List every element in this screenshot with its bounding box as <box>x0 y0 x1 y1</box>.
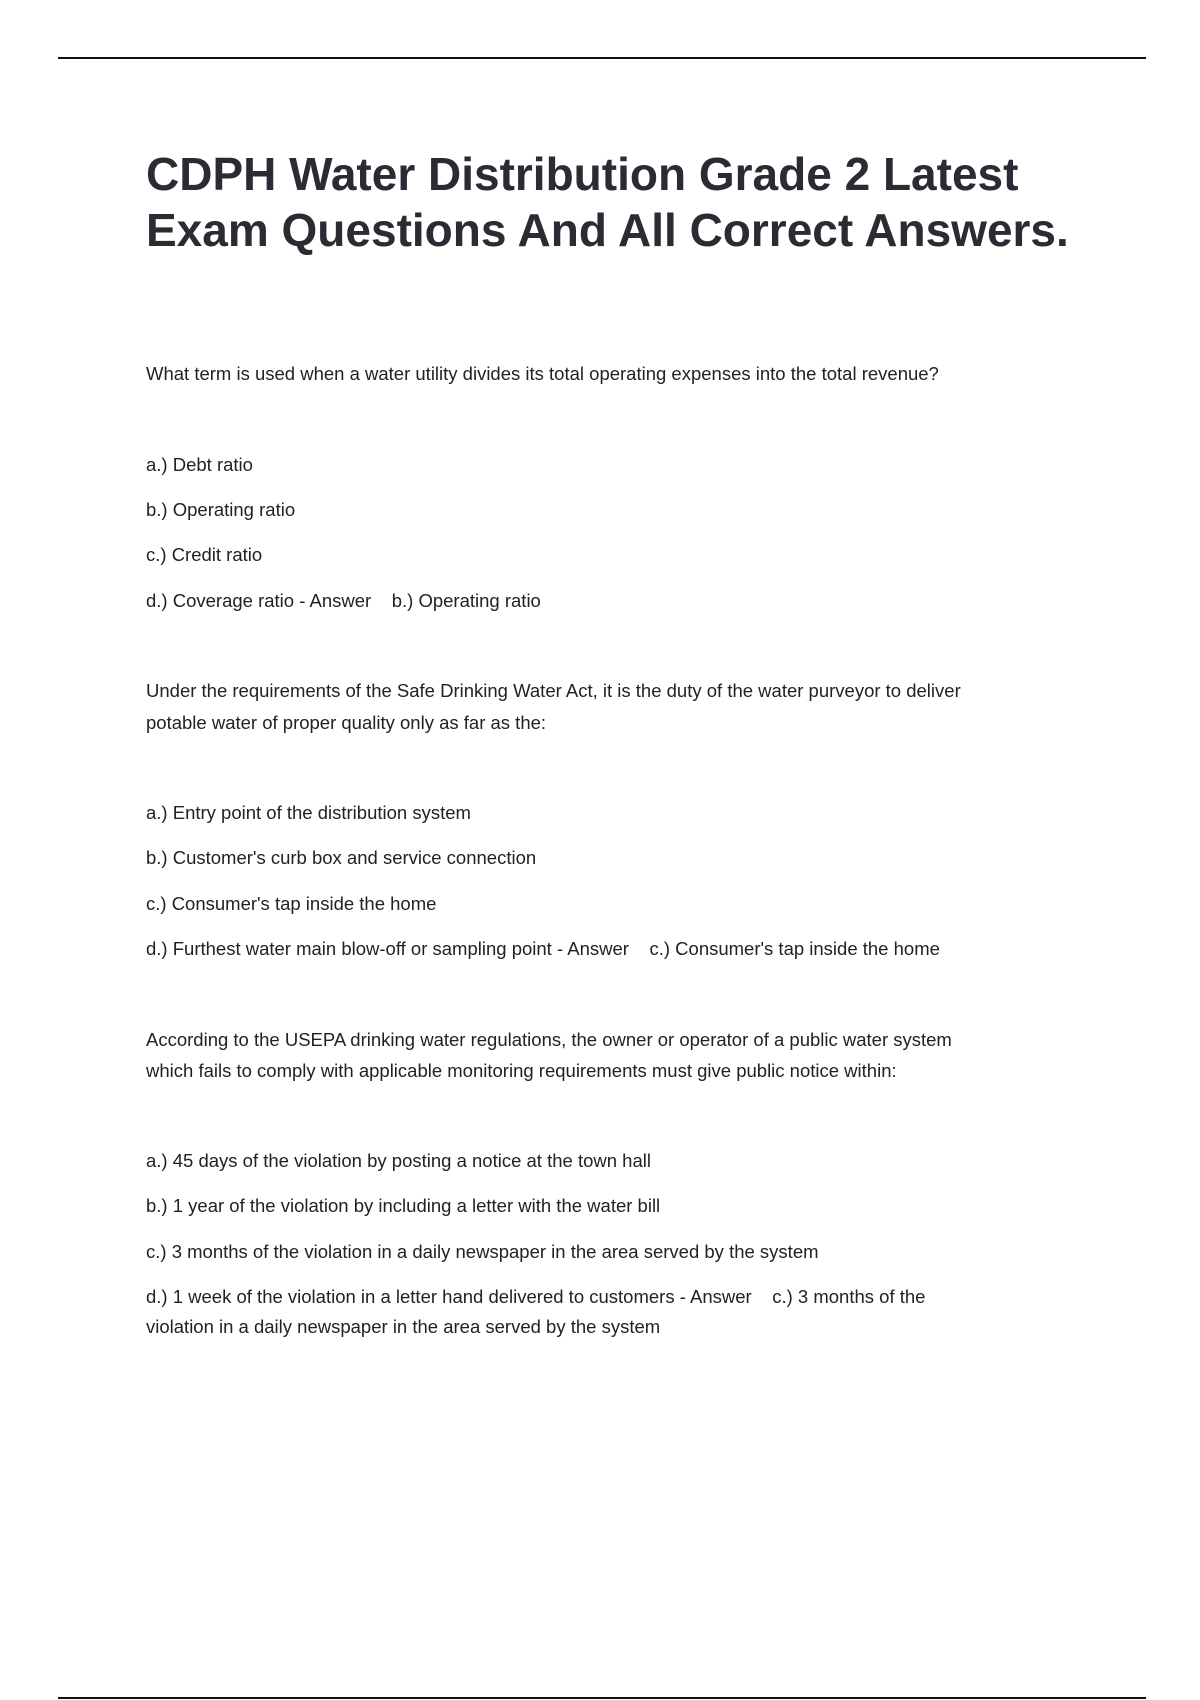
option-b: b.) 1 year of the violation by including a letter with the water bill <box>146 1195 661 1216</box>
document-title: CDPH Water Distribution Grade 2 Latest Exam Questions And All Correct Answers. <box>146 148 1069 256</box>
question-text: potable water of proper quality only as far as the: <box>146 712 547 733</box>
question-text: According to the USEPA drinking water regulations, the owner or operator of a public water system <box>146 1029 952 1050</box>
option-c: c.) Credit ratio <box>146 544 263 565</box>
top-rule <box>58 57 1146 59</box>
option-d-answer: d.) Furthest water main blow-off or sampling point - Answer c.) Consumer's tap inside the home <box>146 938 940 959</box>
option-d-answer: d.) 1 week of the violation in a letter hand delivered to customers - Answer c.) 3 months of the <box>146 1286 926 1307</box>
bottom-rule <box>58 1697 1146 1699</box>
option-a: a.) Debt ratio <box>146 454 253 475</box>
option-c: c.) 3 months of the violation in a daily newspaper in the area served by the system <box>146 1241 819 1262</box>
option-a: a.) 45 days of the violation by posting a notice at the town hall <box>146 1150 651 1171</box>
option-a: a.) Entry point of the distribution system <box>146 802 471 823</box>
question-text: What term is used when a water utility divides its total operating expenses into the total revenue? <box>146 363 939 384</box>
option-b: b.) Customer's curb box and service connection <box>146 847 537 868</box>
option-b: b.) Operating ratio <box>146 499 296 520</box>
question-text: which fails to comply with applicable monitoring requirements must give public notice within: <box>146 1060 897 1081</box>
question-text: Under the requirements of the Safe Drinking Water Act, it is the duty of the water purveyor to deliver <box>146 680 961 701</box>
option-d-answer: d.) Coverage ratio - Answer b.) Operating ratio <box>146 590 541 611</box>
option-d-answer-continued: violation in a daily newspaper in the area served by the system <box>146 1316 661 1337</box>
option-c: c.) Consumer's tap inside the home <box>146 893 437 914</box>
